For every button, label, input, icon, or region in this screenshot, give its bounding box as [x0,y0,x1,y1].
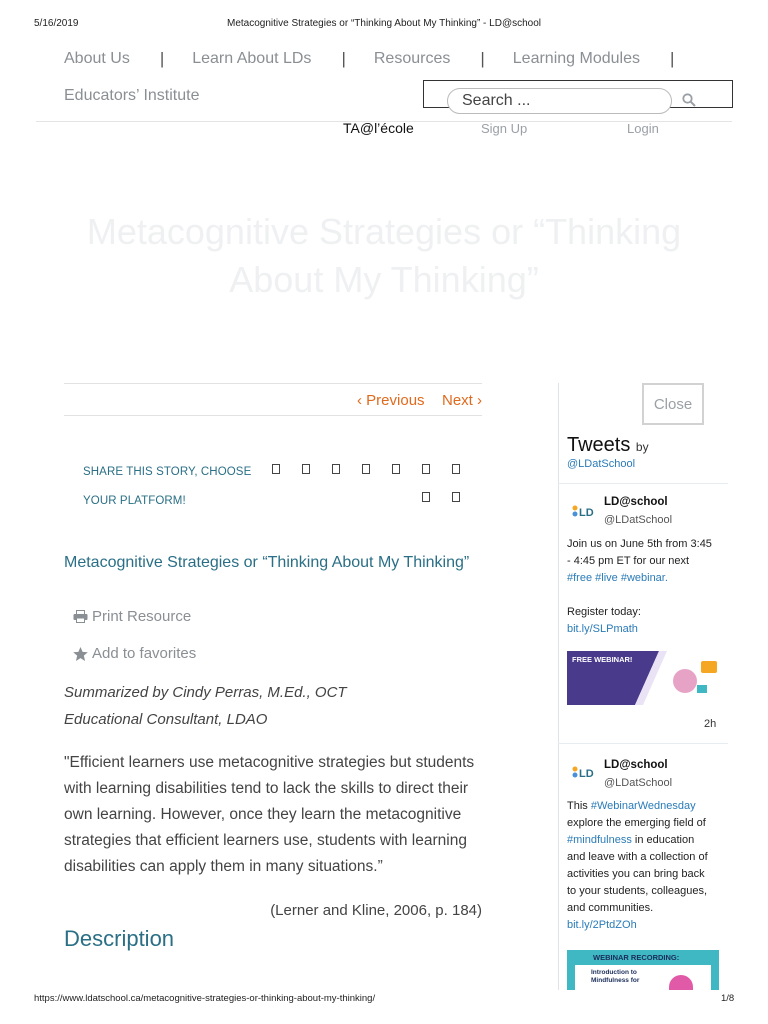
print-page-number: 1/8 [721,993,735,1004]
nav-learning-modules[interactable]: Learning Modules [512,50,640,67]
webinar-recording-label: WEBINAR RECORDING: [593,953,680,962]
nav-educators-institute[interactable]: Educators’ Institute [64,87,200,104]
chevron-left-icon: ‹ [357,392,362,409]
author-line: Summarized by Cindy Perras, M.Ed., OCT [64,684,347,701]
tweet-link[interactable]: bit.ly/2PtdZOh [567,919,637,931]
tweets-heading [567,434,649,457]
add-to-favorites-button[interactable] [73,645,196,662]
whatsapp-icon[interactable] [452,492,460,502]
author-block [64,679,347,733]
next-label: Next [442,392,473,409]
quote-text: "Efficient learners use metacognitive strategies but students with learning disabilities tend to lack the skills to direct their own learning. However, once they learn the metacognitive strategies that efficient learners use, students with learning disabilities can apply them in many situations.” [64,754,475,875]
description-heading: Description [64,926,175,951]
tweets-by: by [635,440,649,454]
tweet-author-name[interactable]: LD@school [604,496,668,508]
signup-link[interactable]: Sign Up [481,121,528,136]
webinar-promo-image[interactable] [567,651,719,705]
author-role: Educational Consultant, LDAO [64,711,268,728]
hashtag-link[interactable]: #free [567,572,593,584]
webinar-recording-sub: Introduction to Mindfulness for [591,969,640,984]
hashtag-link[interactable]: #mindfulness [567,834,632,846]
search-icon[interactable] [682,93,696,107]
tweets-title: Tweets [567,434,631,456]
tweet-author-name[interactable]: LD@school [604,759,668,771]
print-resource-button[interactable] [73,608,191,625]
twitter-icon[interactable] [302,464,310,474]
add-to-favorites-label: Add to favorites [92,645,197,662]
share-label: SHARE THIS STORY, CHOOSE YOUR PLATFORM! [83,466,252,507]
print-url: https://www.ldatschool.ca/metacognitive-strategies-or-thinking-about-my-thinking/ [34,993,376,1004]
nav-separator: | [480,49,485,68]
close-button[interactable]: Close [642,383,704,425]
webinar-promo-label: FREE WEBINAR! [572,655,633,664]
ldschool-avatar-icon[interactable] [570,500,596,522]
tweet-line: Register today: [567,606,641,618]
nav-separator: | [341,49,346,68]
article-title-link[interactable]: Metacognitive Strategies or “Thinking About My Thinking” [64,554,470,571]
previous-label: Previous [366,392,425,409]
svg-text:LD: LD [579,768,594,780]
facebook-icon[interactable] [272,464,280,474]
tumblr-icon[interactable] [392,464,400,474]
previous-link[interactable] [357,392,425,409]
tweet-divider [558,743,728,744]
tweet-line: explore the emerging field of [567,817,706,829]
pinterest-icon[interactable] [422,464,430,474]
next-link[interactable] [442,392,482,409]
tweet-text [567,536,723,638]
tweet-line: Join us on June 5th from 3:45 [567,538,712,550]
brain-icon [669,975,693,990]
tweet-line [567,832,723,849]
print-date: 5/16/2019 [34,18,79,29]
login-link[interactable]: Login [627,121,659,136]
tweet-word: in education [634,834,695,846]
linkedin-icon[interactable] [332,464,340,474]
printer-icon [73,610,88,623]
nav-resources[interactable]: Resources [373,50,451,67]
tweet-line [567,798,723,815]
vk-icon[interactable] [452,464,460,474]
tweet-divider [558,483,728,484]
twitter-handle-link[interactable]: @LDatSchool [567,458,636,470]
hashtag-link[interactable]: #WebinarWednesday [590,800,696,812]
tweet-author-handle[interactable]: @LDatSchool [604,777,673,789]
chevron-right-icon: › [477,392,483,409]
print-title: Metacognitive Strategies or “Thinking About My Thinking” - LD@school [227,18,541,29]
print-resource-label: Print Resource [92,608,192,625]
tweet-word: This [567,800,588,812]
tweet-line: and leave with a collection of [567,851,708,863]
svg-text:LD: LD [579,507,594,519]
email-icon[interactable] [422,492,430,502]
nav-learn-about-lds[interactable]: Learn About LDs [192,50,312,67]
ldschool-avatar-icon[interactable] [570,761,596,783]
hashtag-link[interactable]: #live [595,572,618,584]
webinar-recording-card [575,965,711,990]
webinar-recording-image[interactable] [567,950,719,990]
star-icon [73,647,88,661]
page-title: Metacognitive Strategies or “Thinking About My Thinking” [86,211,682,300]
pager-bottom-divider [64,415,482,416]
nav-separator: | [669,49,675,68]
tweet-hashtags [567,570,723,587]
tweet-author-handle[interactable]: @LDatSchool [604,514,673,526]
ta-lecole-link[interactable]: TA@l’école [343,120,414,136]
reddit-icon[interactable] [362,464,370,474]
tweet-link[interactable]: bit.ly/SLPmath [567,623,638,635]
tweet-line: - 4:45 pm ET for our next [567,555,690,567]
nav-separator: | [159,49,165,68]
tweet-line: to your students, colleagues, [567,885,708,897]
tweet-text [567,798,723,934]
nav-about-us[interactable]: About Us [64,50,130,67]
pager-top-divider [64,383,482,384]
quote-citation: (Lerner and Kline, 2006, p. 184) [270,902,482,919]
search-input[interactable]: Search ... [447,88,672,114]
tweet-line: and communities. [567,902,654,914]
hashtag-link[interactable]: #webinar. [620,572,668,584]
tweet-line: activities you can bring back [567,868,705,880]
tweet-timestamp[interactable]: 2h [704,718,717,730]
main-nav [64,46,702,72]
